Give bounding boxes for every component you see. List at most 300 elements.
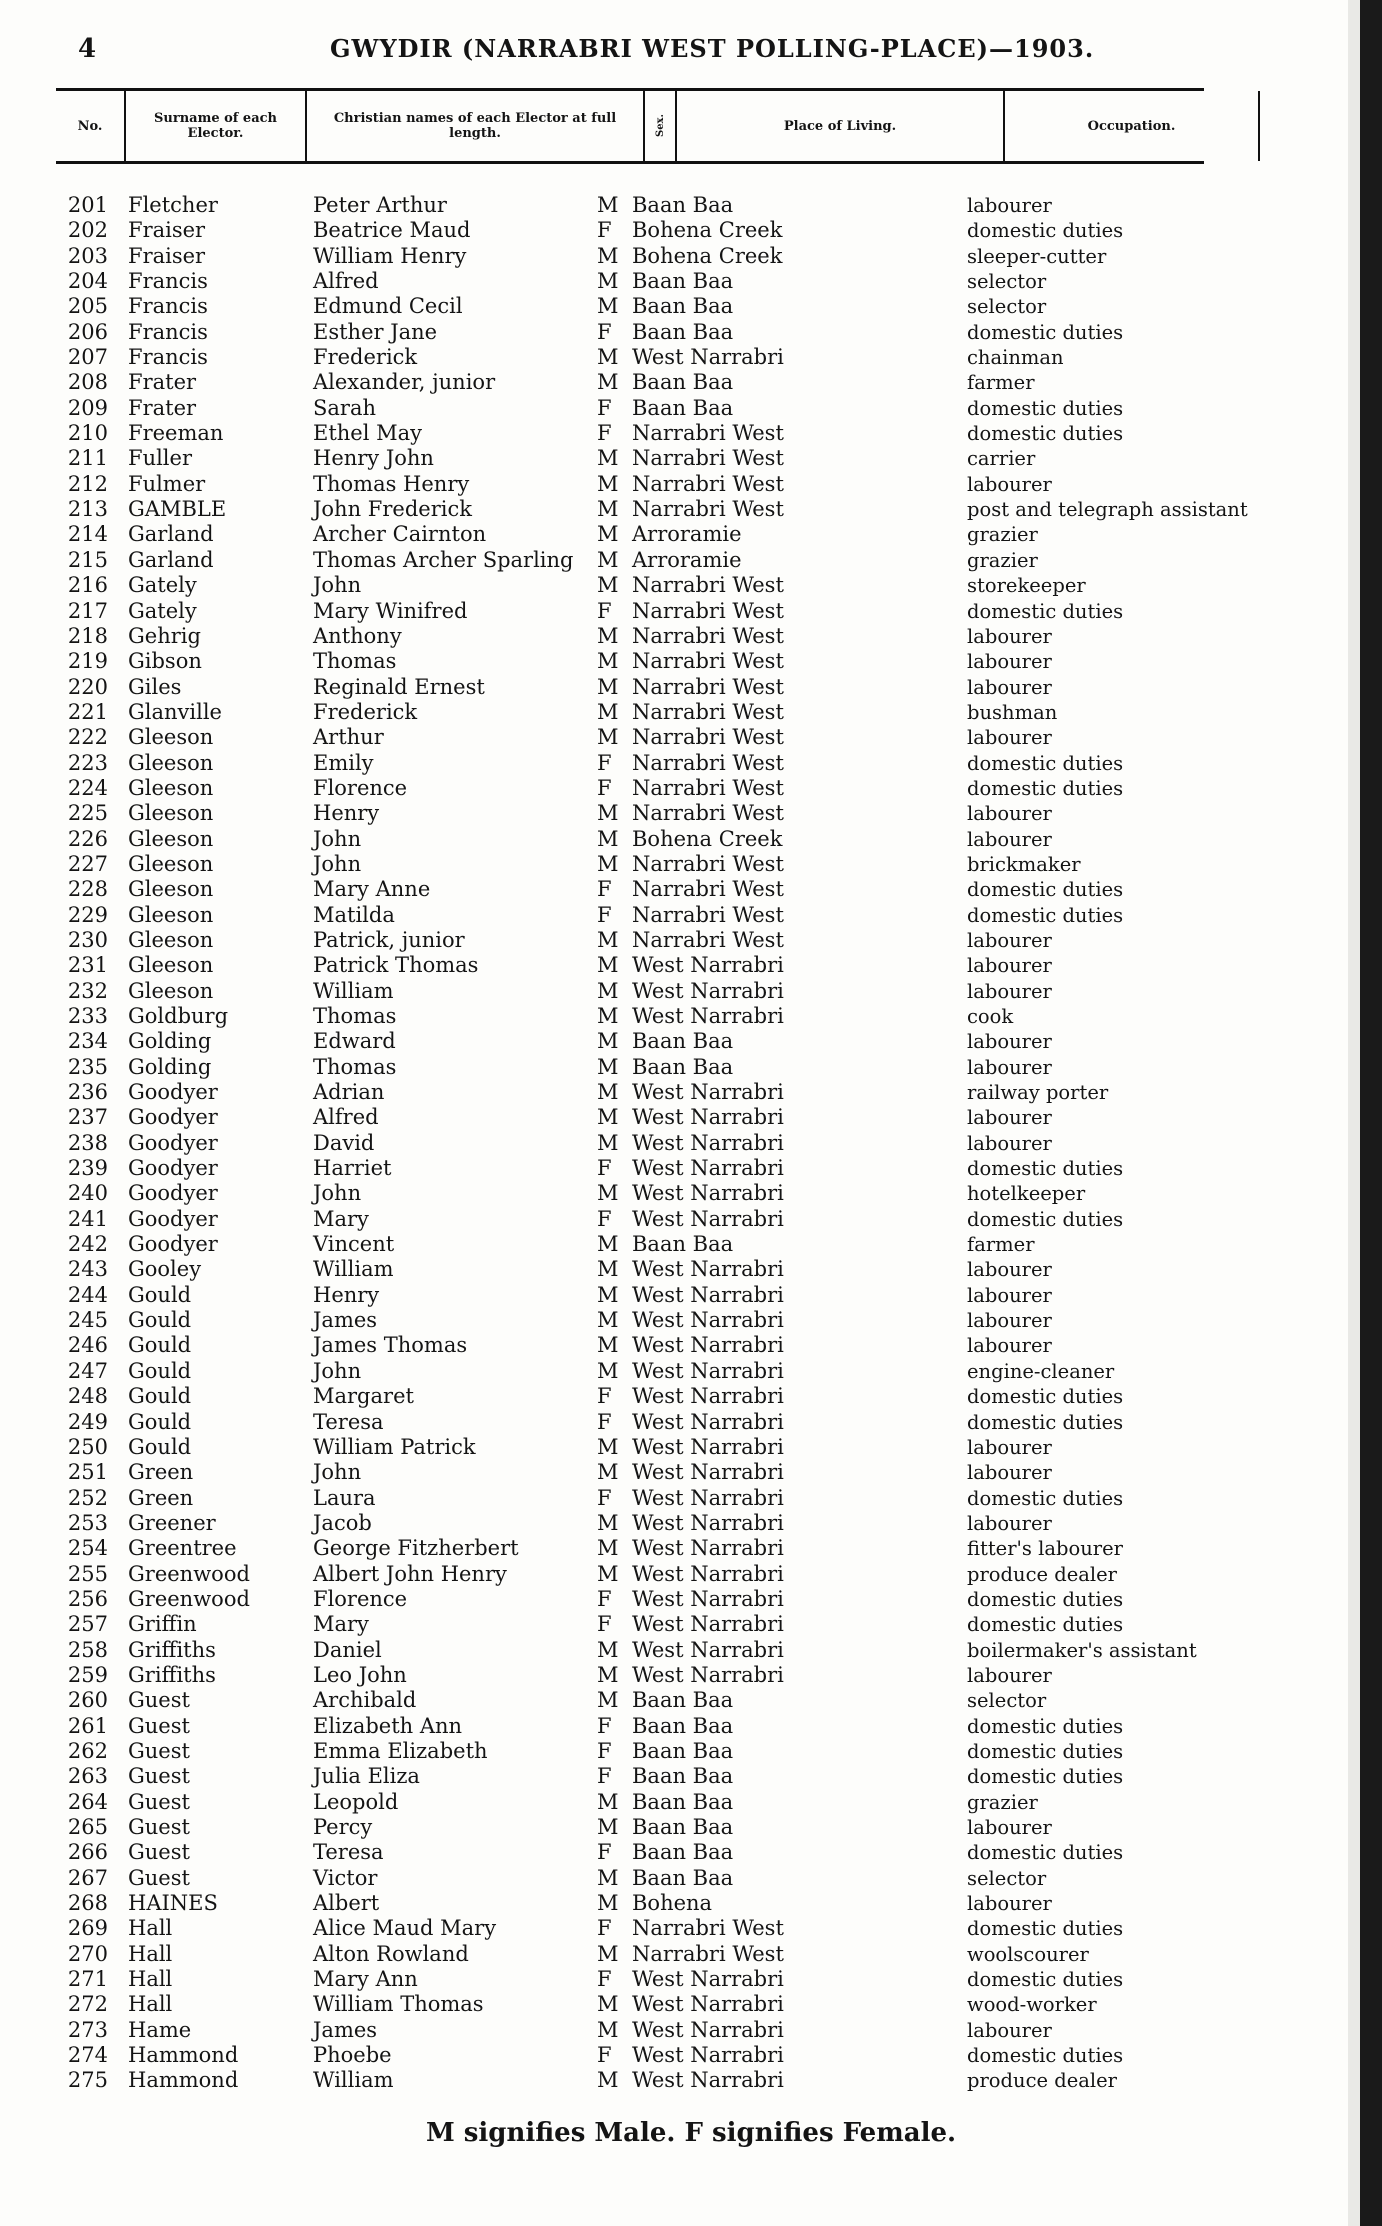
elector-christian-names: Leopold bbox=[313, 1789, 399, 1814]
elector-surname: Hammond bbox=[128, 2068, 239, 2093]
table-row bbox=[0, 472, 1382, 497]
elector-sex: M bbox=[597, 573, 619, 598]
elector-occupation: storekeeper bbox=[967, 574, 1086, 598]
elector-surname: Greener bbox=[128, 1510, 216, 1535]
elector-occupation: labourer bbox=[967, 650, 1052, 674]
elector-number: 225 bbox=[67, 801, 108, 826]
elector-sex: M bbox=[597, 1105, 619, 1130]
elector-place: Narrabri West bbox=[632, 573, 784, 598]
elector-occupation: wood-worker bbox=[967, 1993, 1097, 2017]
elector-number: 253 bbox=[67, 1510, 108, 1535]
elector-sex: M bbox=[597, 1004, 619, 1028]
table-row bbox=[0, 446, 1382, 471]
elector-christian-names: Laura bbox=[313, 1485, 376, 1510]
elector-number: 263 bbox=[67, 1764, 108, 1789]
elector-christian-names: Daniel bbox=[313, 1637, 382, 1662]
table-row bbox=[0, 852, 1382, 877]
elector-christian-names: Thomas bbox=[313, 1004, 397, 1028]
elector-place: Baan Baa bbox=[632, 1232, 734, 1257]
elector-sex: F bbox=[597, 1840, 612, 1865]
elector-number: 257 bbox=[67, 1612, 108, 1637]
elector-number: 261 bbox=[67, 1713, 108, 1738]
elector-number: 274 bbox=[67, 2043, 108, 2068]
elector-surname: Griffin bbox=[128, 1612, 197, 1637]
elector-occupation: grazier bbox=[967, 548, 1038, 572]
elector-number: 245 bbox=[67, 1308, 108, 1333]
elector-place: West Narrabri bbox=[632, 978, 784, 1003]
elector-occupation: brickmaker bbox=[967, 852, 1081, 876]
elector-occupation: domestic duties bbox=[967, 1968, 1124, 1992]
elector-occupation: domestic duties bbox=[967, 219, 1124, 243]
elector-place: Narrabri West bbox=[632, 725, 784, 750]
elector-number: 258 bbox=[67, 1637, 108, 1662]
elector-christian-names: James Thomas bbox=[313, 1333, 468, 1358]
elector-place: Narrabri West bbox=[632, 674, 784, 699]
elector-surname: Gleeson bbox=[128, 902, 214, 927]
elector-place: Narrabri West bbox=[632, 497, 784, 522]
elector-surname: Guest bbox=[128, 1688, 190, 1713]
elector-occupation: farmer bbox=[967, 371, 1035, 395]
elector-place: Baan Baa bbox=[632, 1840, 734, 1865]
elector-place: Narrabri West bbox=[632, 750, 784, 775]
elector-number: 272 bbox=[67, 1992, 108, 2017]
elector-occupation: domestic duties bbox=[967, 1841, 1124, 1865]
elector-surname: Guest bbox=[128, 1840, 190, 1865]
table-row bbox=[0, 497, 1382, 522]
elector-number: 268 bbox=[67, 1891, 108, 1916]
elector-surname: Gooley bbox=[128, 1257, 202, 1282]
elector-christian-names: Mary bbox=[313, 1612, 369, 1637]
elector-occupation: woolscourer bbox=[967, 1942, 1089, 1966]
elector-sex: M bbox=[597, 1257, 619, 1282]
elector-number: 213 bbox=[67, 497, 108, 522]
elector-number: 216 bbox=[67, 573, 108, 598]
elector-surname: Francis bbox=[128, 269, 208, 294]
elector-sex: M bbox=[597, 497, 619, 522]
elector-occupation: produce dealer bbox=[967, 2069, 1117, 2093]
table-row bbox=[0, 1435, 1382, 1460]
elector-number: 238 bbox=[67, 1130, 108, 1155]
table-row bbox=[0, 1029, 1382, 1054]
elector-surname: Goodyer bbox=[128, 1206, 218, 1231]
elector-occupation: domestic duties bbox=[967, 903, 1124, 927]
elector-occupation: labourer bbox=[967, 1131, 1052, 1155]
elector-occupation: selector bbox=[967, 1866, 1047, 1890]
elector-surname: Gehrig bbox=[128, 623, 201, 648]
table-row bbox=[0, 1764, 1382, 1789]
elector-number: 226 bbox=[67, 826, 108, 851]
elector-christian-names: James bbox=[313, 1308, 378, 1333]
table-row bbox=[0, 1004, 1382, 1029]
elector-occupation: labourer bbox=[967, 726, 1052, 750]
elector-sex: M bbox=[597, 1333, 619, 1358]
elector-place: Baan Baa bbox=[632, 1789, 734, 1814]
elector-place: Baan Baa bbox=[632, 193, 734, 217]
elector-occupation: domestic duties bbox=[967, 599, 1124, 623]
elector-occupation: domestic duties bbox=[967, 1385, 1124, 1409]
elector-sex: M bbox=[597, 1308, 619, 1333]
elector-place: Bohena Creek bbox=[632, 826, 783, 851]
elector-place: Narrabri West bbox=[632, 877, 784, 902]
elector-number: 270 bbox=[67, 1941, 108, 1966]
elector-sex: M bbox=[597, 1865, 619, 1890]
elector-number: 248 bbox=[67, 1384, 108, 1409]
elector-christian-names: Sarah bbox=[313, 395, 376, 420]
elector-sex: M bbox=[597, 1080, 619, 1105]
elector-place: Narrabri West bbox=[632, 446, 784, 471]
elector-place: Narrabri West bbox=[632, 699, 784, 724]
sex-legend: M signifies Male. F signifies Female. bbox=[425, 2118, 957, 2148]
table-row bbox=[0, 801, 1382, 826]
elector-occupation: selector bbox=[967, 270, 1047, 294]
elector-place: Narrabri West bbox=[632, 421, 784, 446]
elector-sex: F bbox=[597, 1485, 612, 1510]
elector-christian-names: Elizabeth Ann bbox=[313, 1713, 463, 1738]
elector-christian-names: Thomas Archer Sparling bbox=[313, 547, 574, 572]
elector-surname: Fuller bbox=[128, 446, 192, 471]
elector-occupation: domestic duties bbox=[967, 1739, 1124, 1763]
elector-occupation: labourer bbox=[967, 2018, 1052, 2042]
elector-number: 265 bbox=[67, 1815, 108, 1839]
elector-place: Baan Baa bbox=[632, 1029, 734, 1054]
elector-christian-names: Harriet bbox=[313, 1156, 392, 1181]
table-row bbox=[0, 1131, 1382, 1156]
elector-place: Narrabri West bbox=[632, 598, 784, 623]
elector-surname: Guest bbox=[128, 1865, 190, 1890]
elector-occupation: labourer bbox=[967, 1106, 1052, 1130]
elector-surname: Fraiser bbox=[128, 243, 206, 268]
header-no: No. bbox=[56, 91, 126, 161]
elector-sex: F bbox=[597, 1206, 612, 1231]
elector-place: Narrabri West bbox=[632, 775, 784, 800]
table-row bbox=[0, 953, 1382, 978]
elector-place: West Narrabri bbox=[632, 1536, 784, 1561]
elector-place: West Narrabri bbox=[632, 1308, 784, 1333]
table-row bbox=[0, 725, 1382, 750]
page-number: 4 bbox=[78, 34, 97, 64]
elector-sex: M bbox=[597, 1891, 619, 1916]
table-row bbox=[0, 1156, 1382, 1181]
elector-sex: F bbox=[597, 395, 612, 420]
elector-christian-names: Arthur bbox=[313, 725, 384, 750]
elector-surname: Gleeson bbox=[128, 725, 214, 750]
elector-christian-names: Florence bbox=[313, 1586, 408, 1611]
elector-surname: Greenwood bbox=[128, 1561, 250, 1586]
elector-sex: M bbox=[597, 725, 619, 750]
table-row bbox=[0, 1055, 1382, 1080]
table-row bbox=[0, 1714, 1382, 1739]
elector-surname: Gould bbox=[128, 1282, 192, 1307]
table-row bbox=[0, 751, 1382, 776]
table-header bbox=[56, 88, 1204, 164]
elector-sex: F bbox=[597, 775, 612, 800]
elector-sex: M bbox=[597, 1130, 619, 1155]
elector-occupation: grazier bbox=[967, 523, 1038, 547]
elector-surname: Green bbox=[128, 1485, 194, 1510]
elector-sex: M bbox=[597, 547, 619, 572]
elector-christian-names: Matilda bbox=[313, 902, 395, 927]
elector-place: West Narrabri bbox=[632, 1434, 784, 1459]
elector-number: 205 bbox=[67, 294, 108, 319]
elector-sex: M bbox=[597, 1688, 619, 1713]
elector-number: 275 bbox=[67, 2068, 108, 2093]
elector-christian-names: Henry John bbox=[313, 446, 434, 471]
elector-sex: M bbox=[597, 1510, 619, 1535]
table-row bbox=[0, 1105, 1382, 1130]
elector-occupation: domestic duties bbox=[967, 751, 1124, 775]
elector-occupation: labourer bbox=[967, 194, 1052, 217]
elector-christian-names: John bbox=[313, 851, 362, 876]
table-row bbox=[0, 928, 1382, 953]
table-row bbox=[0, 396, 1382, 421]
page-title: GWYDIR (NARRABRI WEST POLLING-PLACE)—1903. bbox=[330, 34, 1095, 63]
table-row bbox=[0, 1967, 1382, 1992]
elector-number: 241 bbox=[67, 1206, 108, 1231]
elector-number: 266 bbox=[67, 1840, 108, 1865]
elector-number: 246 bbox=[67, 1333, 108, 1358]
elector-sex: F bbox=[597, 750, 612, 775]
elector-surname: Golding bbox=[128, 1029, 212, 1054]
elector-surname: Gleeson bbox=[128, 775, 214, 800]
elector-occupation: domestic duties bbox=[967, 396, 1124, 420]
elector-surname: Goodyer bbox=[128, 1156, 218, 1181]
elector-place: Baan Baa bbox=[632, 269, 734, 294]
table-row bbox=[0, 1257, 1382, 1282]
elector-place: West Narrabri bbox=[632, 1004, 784, 1028]
table-row bbox=[0, 1739, 1382, 1764]
elector-sex: M bbox=[597, 522, 619, 547]
elector-number: 228 bbox=[67, 877, 108, 902]
elector-occupation: farmer bbox=[967, 1233, 1035, 1257]
elector-surname: Green bbox=[128, 1460, 194, 1485]
table-row bbox=[0, 1638, 1382, 1663]
elector-sex: F bbox=[597, 902, 612, 927]
elector-number: 267 bbox=[67, 1865, 108, 1890]
elector-place: Arroramie bbox=[632, 522, 742, 547]
elector-occupation: labourer bbox=[967, 1461, 1052, 1485]
header-surname: Surname of each Elector. bbox=[126, 91, 307, 161]
elector-christian-names: Edward bbox=[313, 1029, 396, 1054]
elector-surname: Gould bbox=[128, 1308, 192, 1333]
elector-place: West Narrabri bbox=[632, 1992, 784, 2017]
elector-surname: Gleeson bbox=[128, 801, 214, 826]
elector-surname: Francis bbox=[128, 294, 208, 319]
elector-christian-names: Victor bbox=[313, 1865, 378, 1890]
elector-occupation: labourer bbox=[967, 954, 1052, 978]
elector-christian-names: Thomas bbox=[313, 649, 397, 674]
elector-surname: Fraiser bbox=[128, 218, 206, 243]
table-row bbox=[0, 1612, 1382, 1637]
elector-sex: M bbox=[597, 978, 619, 1003]
header-sex bbox=[645, 91, 677, 161]
elector-christian-names: Ethel May bbox=[313, 421, 422, 446]
elector-number: 260 bbox=[67, 1688, 108, 1713]
elector-sex: F bbox=[597, 1713, 612, 1738]
elector-christian-names: William bbox=[313, 978, 394, 1003]
elector-surname: Gleeson bbox=[128, 953, 214, 978]
elector-occupation: sleeper-cutter bbox=[967, 244, 1107, 268]
elector-surname: Hall bbox=[128, 1967, 173, 1992]
elector-christian-names: Patrick, junior bbox=[313, 927, 465, 952]
elector-surname: Gleeson bbox=[128, 750, 214, 775]
elector-sex: F bbox=[597, 218, 612, 243]
elector-occupation: domestic duties bbox=[967, 320, 1124, 344]
elector-occupation: labourer bbox=[967, 979, 1052, 1003]
elector-number: 254 bbox=[67, 1536, 108, 1561]
elector-number: 204 bbox=[67, 269, 108, 294]
elector-christian-names: Reginald Ernest bbox=[313, 674, 485, 699]
elector-number: 214 bbox=[67, 522, 108, 547]
elector-christian-names: John bbox=[313, 1181, 362, 1206]
elector-occupation: labourer bbox=[967, 1030, 1052, 1054]
elector-christian-names: James bbox=[313, 2017, 378, 2042]
elector-place: Narrabri West bbox=[632, 927, 784, 952]
table-row bbox=[0, 649, 1382, 674]
elector-number: 222 bbox=[67, 725, 108, 750]
elector-christian-names: John Frederick bbox=[313, 497, 472, 522]
elector-place: Narrabri West bbox=[632, 1941, 784, 1966]
elector-occupation: domestic duties bbox=[967, 1613, 1124, 1637]
elector-surname: Hall bbox=[128, 1992, 173, 2017]
elector-place: West Narrabri bbox=[632, 1409, 784, 1434]
elector-place: Narrabri West bbox=[632, 851, 784, 876]
elector-surname: Gould bbox=[128, 1333, 192, 1358]
elector-sex: M bbox=[597, 1992, 619, 2017]
elector-number: 250 bbox=[67, 1434, 108, 1459]
table-row bbox=[0, 1486, 1382, 1511]
table-row bbox=[0, 573, 1382, 598]
elector-sex: F bbox=[597, 1409, 612, 1434]
elector-christian-names: Patrick Thomas bbox=[313, 953, 479, 978]
table-row bbox=[0, 345, 1382, 370]
elector-sex: M bbox=[597, 1460, 619, 1485]
elector-place: Baan Baa bbox=[632, 319, 734, 344]
elector-christian-names: Frederick bbox=[313, 699, 418, 724]
elector-number: 219 bbox=[67, 649, 108, 674]
elector-christian-names: Mary Winifred bbox=[313, 598, 468, 623]
elector-sex: M bbox=[597, 1561, 619, 1586]
elector-sex: M bbox=[597, 1815, 619, 1839]
elector-place: Baan Baa bbox=[632, 294, 734, 319]
elector-sex: M bbox=[597, 1054, 619, 1079]
elector-number: 212 bbox=[67, 471, 108, 496]
elector-number: 251 bbox=[67, 1460, 108, 1485]
table-row bbox=[0, 548, 1382, 573]
elector-christian-names: George Fitzherbert bbox=[313, 1536, 519, 1561]
table-row bbox=[0, 1992, 1382, 2017]
elector-place: West Narrabri bbox=[632, 1257, 784, 1282]
elector-occupation: domestic duties bbox=[967, 1486, 1124, 1510]
elector-sex: M bbox=[597, 1536, 619, 1561]
table-row bbox=[0, 1460, 1382, 1485]
elector-sex: M bbox=[597, 851, 619, 876]
elector-christian-names: Mary bbox=[313, 1206, 369, 1231]
elector-surname: Gould bbox=[128, 1358, 192, 1383]
table-row bbox=[0, 1840, 1382, 1865]
elector-place: Baan Baa bbox=[632, 1713, 734, 1738]
elector-number: 234 bbox=[67, 1029, 108, 1054]
table-row bbox=[0, 675, 1382, 700]
elector-sex: F bbox=[597, 421, 612, 446]
elector-surname: Gleeson bbox=[128, 927, 214, 952]
elector-number: 201 bbox=[67, 193, 108, 217]
table-row bbox=[0, 1942, 1382, 1967]
elector-place: West Narrabri bbox=[632, 1384, 784, 1409]
elector-surname: Guest bbox=[128, 1764, 190, 1789]
elector-surname: Fletcher bbox=[128, 193, 218, 217]
elector-surname: Gleeson bbox=[128, 877, 214, 902]
elector-surname: Goodyer bbox=[128, 1181, 218, 1206]
elector-christian-names: Esther Jane bbox=[313, 319, 438, 344]
elector-sex: M bbox=[597, 1181, 619, 1206]
elector-sex: M bbox=[597, 2017, 619, 2042]
table-row bbox=[0, 827, 1382, 852]
elector-surname: Gould bbox=[128, 1409, 192, 1434]
elector-occupation: labourer bbox=[967, 1511, 1052, 1535]
elector-surname: Glanville bbox=[128, 699, 222, 724]
elector-christian-names: Archibald bbox=[313, 1688, 417, 1713]
elector-place: Arroramie bbox=[632, 547, 742, 572]
table-row bbox=[0, 599, 1382, 624]
elector-number: 215 bbox=[67, 547, 108, 572]
header-occupation: Occupation. bbox=[1005, 91, 1260, 161]
elector-sex: M bbox=[597, 243, 619, 268]
elector-surname: Golding bbox=[128, 1054, 212, 1079]
table-row bbox=[0, 1283, 1382, 1308]
elector-surname: Francis bbox=[128, 319, 208, 344]
elector-sex: M bbox=[597, 269, 619, 294]
elector-sex: M bbox=[597, 471, 619, 496]
elector-place: West Narrabri bbox=[632, 953, 784, 978]
elector-christian-names: Margaret bbox=[313, 1384, 414, 1409]
elector-occupation: produce dealer bbox=[967, 1562, 1117, 1586]
table-row bbox=[0, 903, 1382, 928]
elector-occupation: domestic duties bbox=[967, 1587, 1124, 1611]
table-row bbox=[0, 700, 1382, 725]
elector-number: 218 bbox=[67, 623, 108, 648]
elector-surname: Gately bbox=[128, 573, 197, 598]
elector-occupation: domestic duties bbox=[967, 776, 1124, 800]
elector-number: 210 bbox=[67, 421, 108, 446]
elector-surname: Gleeson bbox=[128, 978, 214, 1003]
table-row bbox=[0, 269, 1382, 294]
elector-christian-names: John bbox=[313, 573, 362, 598]
elector-sex: M bbox=[597, 1029, 619, 1054]
elector-place: Baan Baa bbox=[632, 1688, 734, 1713]
elector-place: West Narrabri bbox=[632, 2068, 784, 2093]
elector-occupation: fitter's labourer bbox=[967, 1537, 1123, 1561]
elector-occupation: labourer bbox=[967, 827, 1052, 851]
elector-sex: F bbox=[597, 1156, 612, 1181]
table-row bbox=[0, 624, 1382, 649]
elector-surname: Frater bbox=[128, 395, 197, 420]
table-row bbox=[0, 2068, 1382, 2093]
elector-place: Bohena bbox=[632, 1891, 713, 1916]
elector-place: Baan Baa bbox=[632, 1815, 734, 1839]
elector-surname: Goodyer bbox=[128, 1232, 218, 1257]
elector-occupation: engine-cleaner bbox=[967, 1359, 1115, 1383]
elector-sex: M bbox=[597, 1232, 619, 1257]
elector-surname: Gleeson bbox=[128, 851, 214, 876]
elector-surname: Francis bbox=[128, 345, 208, 370]
elector-place: West Narrabri bbox=[632, 1612, 784, 1637]
table-row bbox=[0, 320, 1382, 345]
elector-sex: F bbox=[597, 877, 612, 902]
elector-occupation: hotelkeeper bbox=[967, 1182, 1086, 1206]
elector-christian-names: Emily bbox=[313, 750, 374, 775]
elector-christian-names: Mary Anne bbox=[313, 877, 431, 902]
table-row bbox=[0, 1815, 1382, 1840]
